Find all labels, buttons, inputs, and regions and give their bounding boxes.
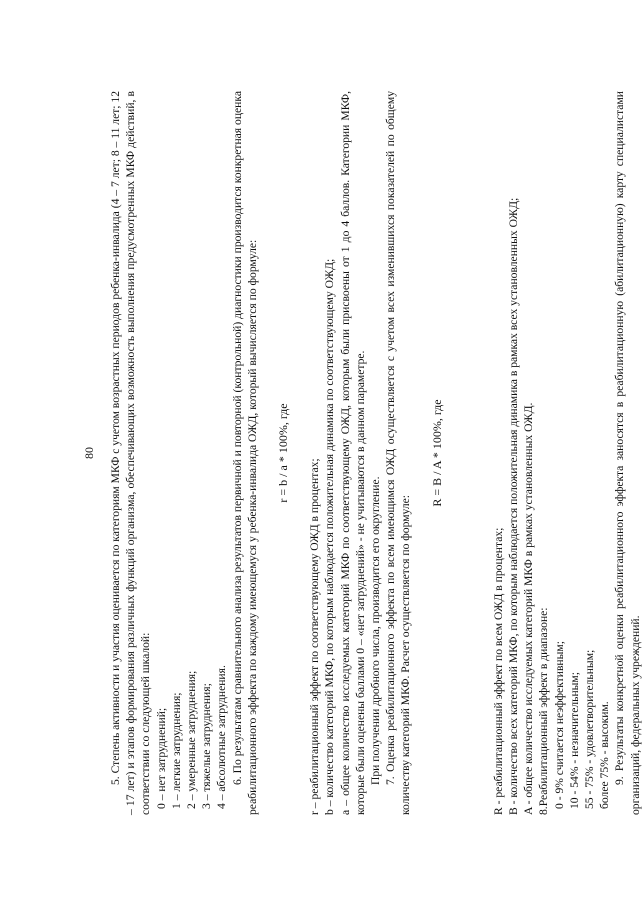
list-item: 0 - 9% считается неэффективным; bbox=[552, 640, 566, 809]
spacer bbox=[461, 91, 491, 815]
definition-A: A - общее количество исследуемых категорий МКФ в рамках установленных ОЖД. bbox=[522, 402, 536, 815]
paragraph-item-8: 8.Реабилитационный эффект в диапазоне: bbox=[537, 606, 551, 815]
paragraph-item-9: 9. Результаты конкретной оценки реабилитационного эффекта заносятся в реабилитационную (абилитационную) карту специалистами организаций, федеральных учреждений. bbox=[613, 90, 642, 815]
list-item: 10 - 54% - незначительным; bbox=[567, 671, 581, 809]
paragraph-item-6: 6. По результатам сравнительного анализа результатов первичной и повторной (контрольной) диагностики производится конкретная оценка реабилитационного эффекта по каждому имеющемуся у ребенка-инвалида ОЖД, который вычисляется по формуле: bbox=[230, 90, 259, 815]
list-item: более 75% - высоким. bbox=[598, 700, 612, 809]
list-item: 0 – нет затруднений; bbox=[154, 707, 168, 809]
rounding-note: При получении дробного числа, производится его округление. bbox=[369, 475, 383, 785]
formula-r: r = b / a * 100%, где bbox=[276, 402, 291, 503]
definition-B: B - количество всех категорий МКФ, по которым наблюдается положительная динамика в рамках всех установленных ОЖД; bbox=[507, 197, 521, 815]
list-item: 1 – легкие затруднения; bbox=[169, 691, 183, 809]
rotated-page-content bbox=[60, 73, 642, 833]
difficulty-scale-list bbox=[154, 91, 230, 815]
paragraph-item-7: 7. Оценка реабилитационного эффекта по всем имеющимся ОЖД осуществляется с учетом всех изменившихся показателей по общему количеству категорий МКФ. Расчет осуществляется по формуле: bbox=[384, 90, 413, 815]
formula-R-definitions bbox=[491, 91, 537, 815]
list-item: 4 – абсолютные затруднения. bbox=[215, 664, 229, 809]
formula-R: R = B / A * 100%, где bbox=[429, 398, 444, 507]
paragraph-item-5: 5. Степень активности и участия оценивается по категориям МКФ с учетом возрастных периодов ребенка-инвалида (4 – 7 лет; 8 – 11 лет; 12 – 17 лет) и этапов формирования различных функций организма, обеспечивающих возможность выполнения предусмотренных МКФ действий, в соответствии со следующей шкалой: bbox=[109, 90, 153, 815]
definition-r: r – реабилитационный эффект по соответствующему ОЖД в процентах; bbox=[308, 457, 322, 815]
formula-r-definitions bbox=[307, 91, 368, 815]
list-item: 55 - 75% - удовлетворительным; bbox=[583, 649, 597, 809]
page-number: 80 bbox=[82, 446, 96, 459]
definition-b: b – количество категорий МКФ, по которым наблюдается положительная динамика по соответствующему ОЖД; bbox=[323, 258, 337, 815]
effect-range-list bbox=[552, 91, 613, 815]
definition-a: a – общее количество исследуемых категорий МКФ по соответствующему ОЖД, которым были присвоены от 1 до 4 баллов. Категории МКФ, которые были оценены баллами 0 – «нет затруднений» - не учитываются в данном параметре. bbox=[338, 90, 367, 815]
list-item: 2 – умеренные затруднения; bbox=[185, 670, 199, 809]
document-body bbox=[108, 91, 643, 815]
definition-R: R - реабилитационный эффект по всем ОЖД в процентах; bbox=[491, 527, 505, 815]
list-item: 3 – тяжелые затруднения; bbox=[200, 682, 214, 809]
